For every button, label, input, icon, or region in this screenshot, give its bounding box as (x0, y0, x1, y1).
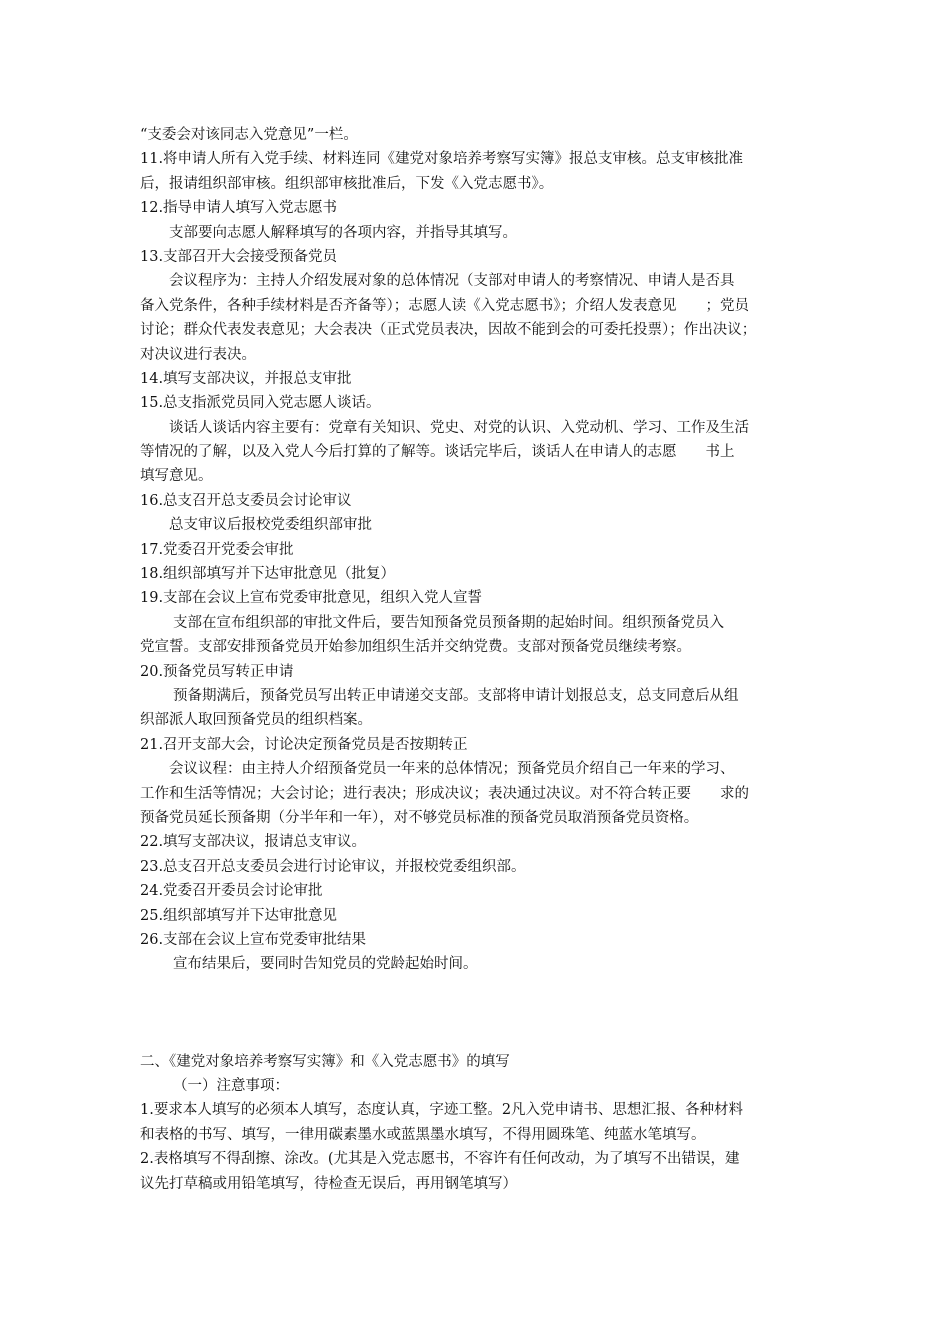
text-line: 预备党员延长预备期（分半年和一年），对不够党员标准的预备党员取消预备党员资格。 (140, 809, 699, 826)
text-line: 19.支部在会议上宣布党委审批意见，组织入党人宣誓 (140, 590, 483, 607)
text-line: 支部在宣布组织部的审批文件后，要告知预备党员预备期的起始时间。组织预备党员入 (173, 614, 724, 631)
text-line: 12.指导申请人填写入党志愿书 (140, 200, 338, 217)
section-subheading: （一）注意事项： (173, 1078, 289, 1095)
text-line: 谈话人谈话内容主要有：党章有关知识、党史、对党的认识、入党动机、学习、工作及生活 (169, 419, 749, 436)
text-line: 会议议程：由主持人介绍预备党员一年来的总体情况；预备党员介绍自己一年来的学习、 (169, 761, 735, 778)
text-line: 14.填写支部决议，并报总支审批 (140, 370, 352, 387)
text-line: 16.总支召开总支委员会讨论审议 (140, 492, 352, 509)
text-line: 后，报请组织部审核。组织部审核批准后，下发《入党志愿书》。 (140, 175, 554, 192)
text-line: 会议程序为：主持人介绍发展对象的总体情况（支部对申请人的考察情况、申请人是否具 (169, 273, 735, 290)
text-line: 21.召开支部大会，讨论决定预备党员是否按期转正 (140, 736, 468, 753)
text-line: 工作和生活等情况；大会讨论；进行表决；形成决议；表决通过决议。对不符合转正要 求的 (140, 785, 749, 802)
text-line: 预备期满后，预备党员写出转正申请递交支部。支部将申请计划报总支，总支同意后从组 (173, 687, 739, 704)
text-line: 议先打草稿或用铅笔填写，待检查无误后，再用钢笔填写） (140, 1175, 517, 1192)
text-line: 17.党委召开党委会审批 (140, 541, 294, 558)
text-line: 讨论；群众代表发表意见；大会表决（正式党员表决，因故不能到会的可委托投票）；作出决议； (140, 322, 757, 339)
text-line: 支部要向志愿人解释填写的各项内容，并指导其填写。 (169, 224, 517, 241)
text-line: 2.表格填写不得刮擦、涂改。(尤其是入党志愿书，不容许有任何改动，为了填写不出错误，建 (140, 1151, 740, 1168)
text-line: 15.总支指派党员同入党志愿人谈话。 (140, 395, 381, 412)
text-line: 26.支部在会议上宣布党委审批结果 (140, 931, 367, 948)
text-line: 等情况的了解，以及入党人今后打算的了解等。谈话完毕后，谈话人在申请人的志愿 书上 (140, 444, 735, 461)
text-line: 20.预备党员写转正申请 (140, 663, 294, 680)
section-gap (140, 977, 820, 1050)
text-line: 备入党条件，各种手续材料是否齐备等）；志愿人读《入党志愿书》；介绍人发表意见 ；党员 (140, 297, 749, 314)
notes-paragraphs (140, 1098, 820, 1196)
text-line: 填写意见。 (140, 468, 213, 485)
text-line: 22.填写支部决议，报请总支审议。 (140, 834, 367, 851)
text-line: 织部派人取回预备党员的组织档案。 (140, 712, 372, 729)
text-line: 党宣誓。支部安排预备党员开始参加组织生活并交纳党费。支部对预备党员继续考察。 (140, 639, 691, 656)
text-line: 18.组织部填写并下达审批意见（批复） (140, 566, 396, 583)
procedure-steps (140, 123, 820, 977)
text-line: “支委会对该同志入党意见”一栏。 (140, 127, 358, 143)
text-line: 总支审议后报校党委组织部审批 (169, 517, 372, 534)
document-page (140, 123, 820, 1196)
text-line: 宣布结果后，要同时告知党员的党龄起始时间。 (173, 956, 478, 973)
text-line: 对决议进行表决。 (140, 346, 256, 363)
text-line: 24.党委召开委员会讨论审批 (140, 883, 323, 900)
text-line: 11.将申请人所有入党手续、材料连同《建党对象培养考察写实簿》报总支审核。总支审核批准 (140, 151, 744, 168)
text-line: 25.组织部填写并下达审批意见 (140, 907, 338, 924)
text-line: 和表格的书写、填写，一律用碳素墨水或蓝黑墨水填写，不得用圆珠笔、纯蓝水笔填写。 (140, 1126, 706, 1143)
text-line: 23.总支召开总支委员会进行讨论审议，并报校党委组织部。 (140, 858, 526, 875)
text-line: 1.要求本人填写的必须本人填写，态度认真，字迹工整。2凡入党申请书、思想汇报、各种材料 (140, 1102, 744, 1119)
section-heading: 二、《建党对象培养考察写实簿》和《入党志愿书》的填写 (140, 1053, 510, 1070)
text-line: 13.支部召开大会接受预备党员 (140, 248, 338, 265)
